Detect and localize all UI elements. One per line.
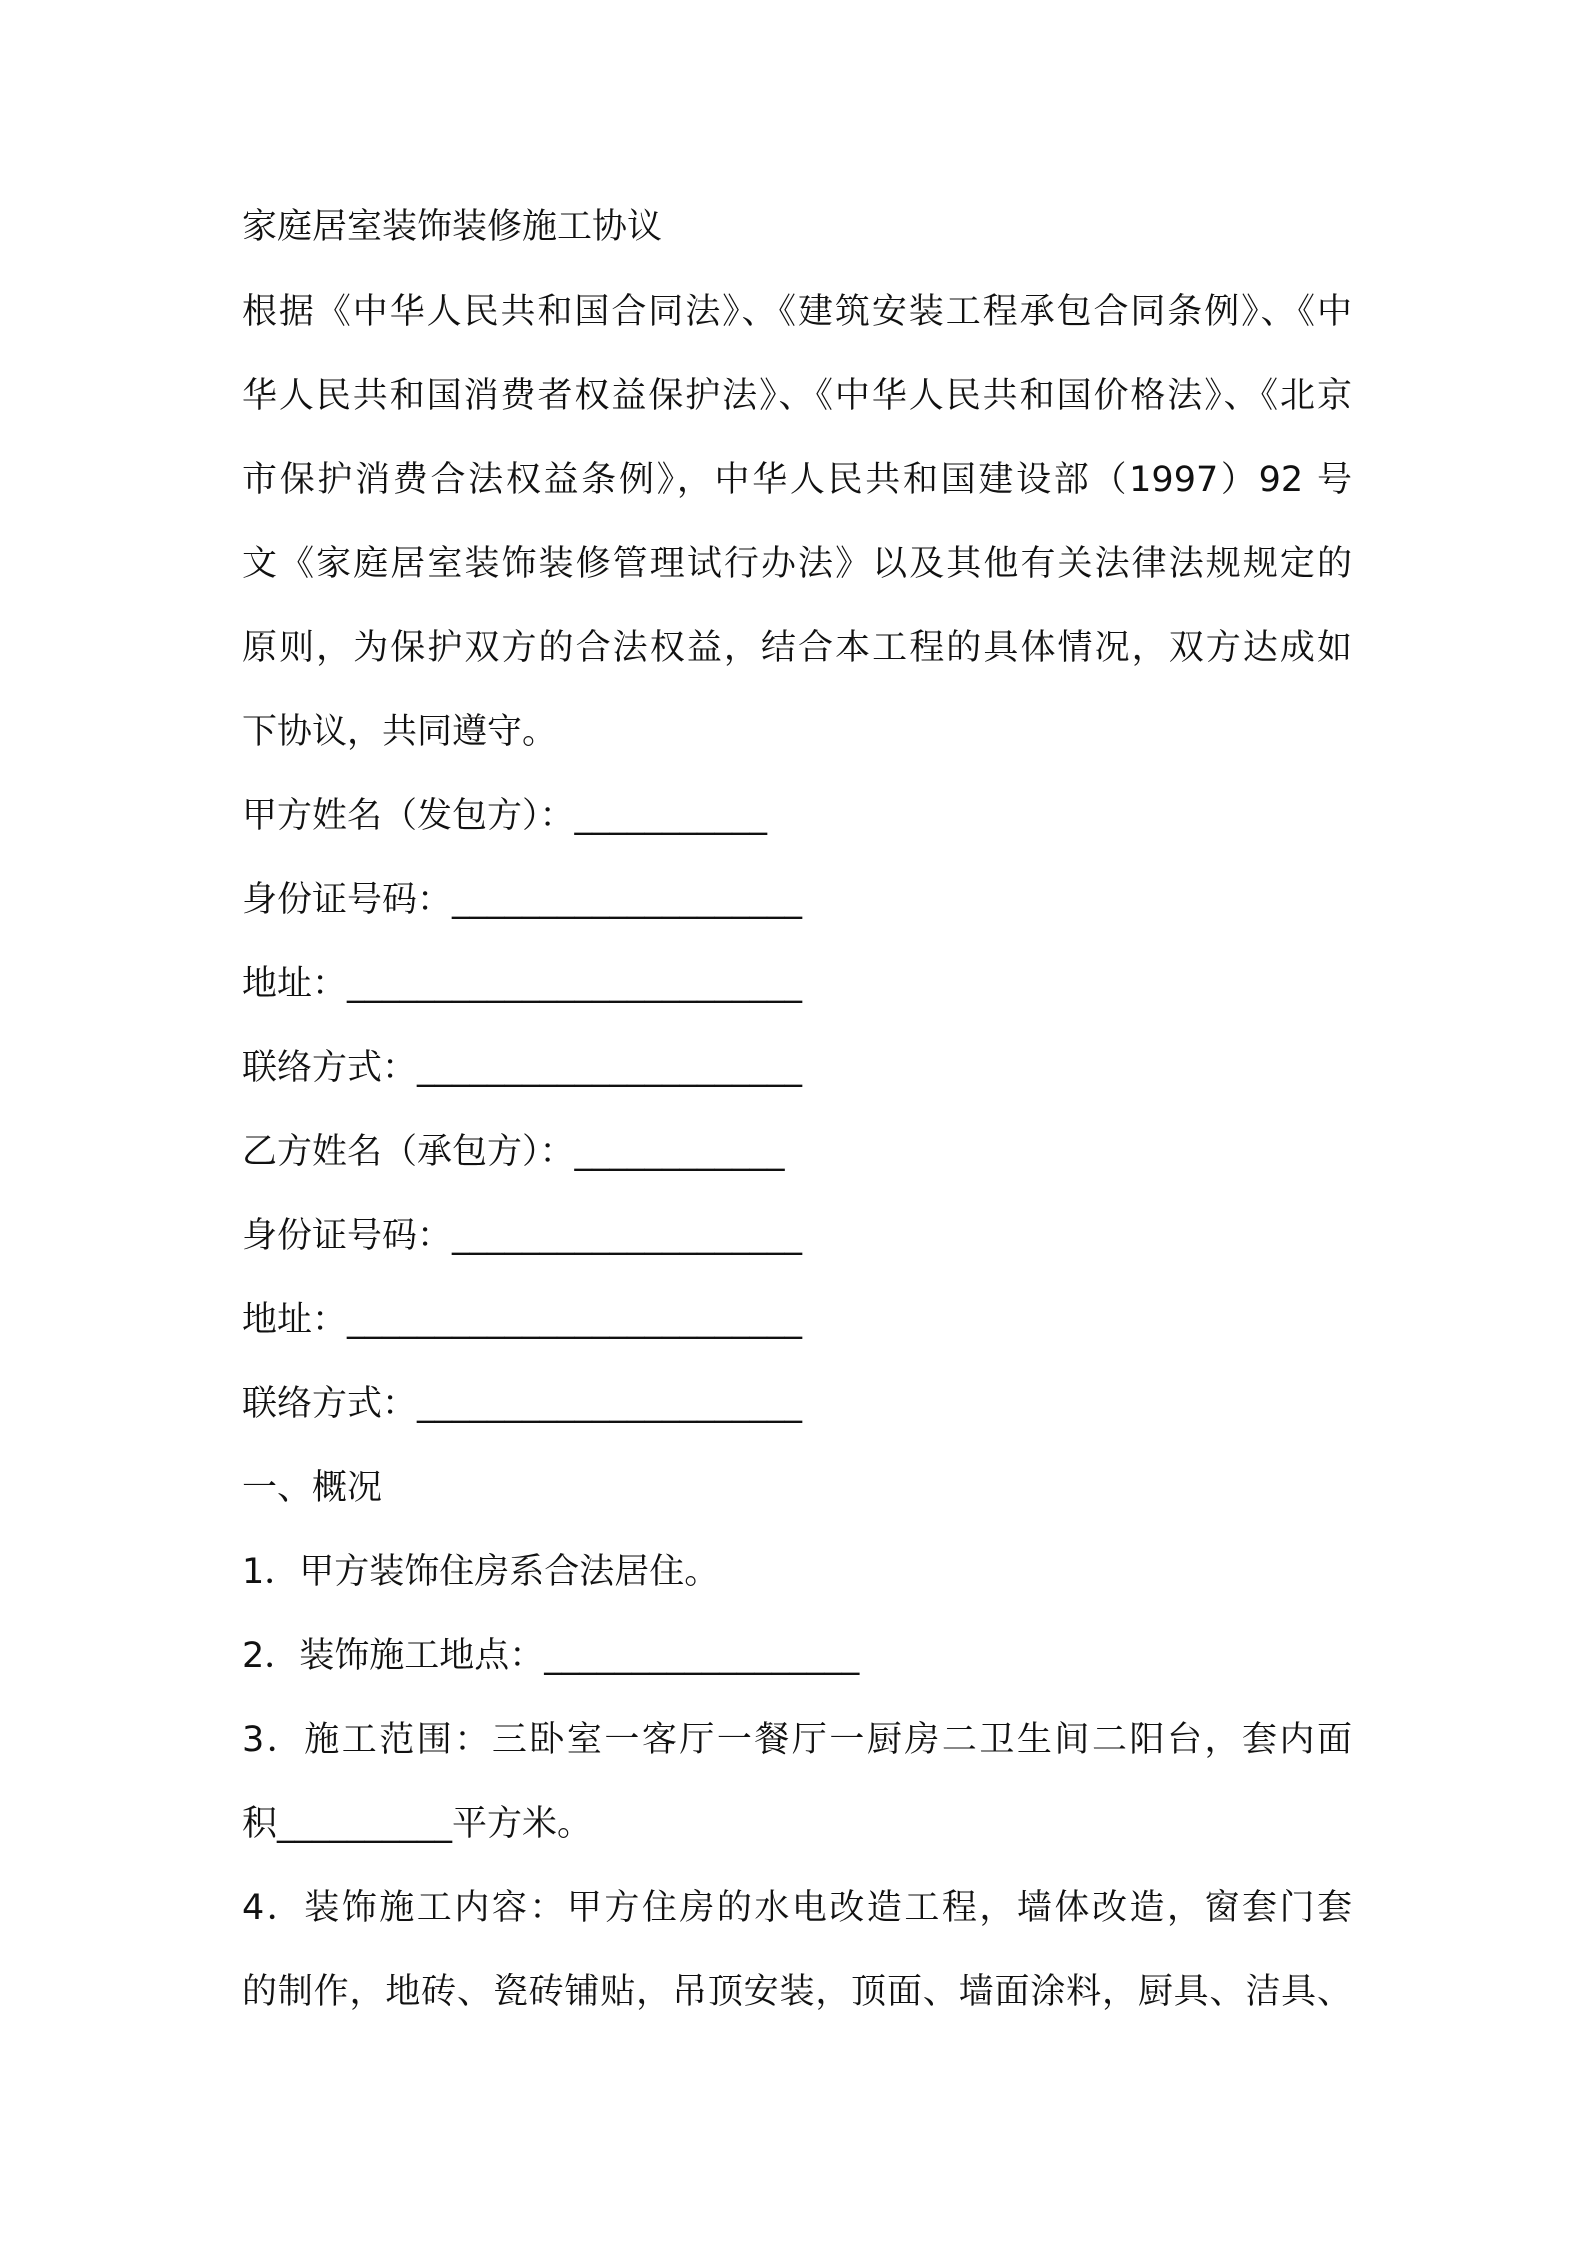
party-b-address-field: 地址：__________________________ xyxy=(242,1300,803,1340)
intro-line-4: 文《家庭居室装饰装修管理试行办法》以及其他有关法律法规规定的 xyxy=(242,544,1352,584)
section-item-2: 2．装饰施工地点：__________________ xyxy=(242,1636,860,1676)
party-a-name-field: 甲方姓名（发包方）：___________ xyxy=(242,796,768,836)
document-title: 家庭居室装饰装修施工协议 xyxy=(242,207,663,247)
party-b-name-field: 乙方姓名（承包方）：____________ xyxy=(242,1132,785,1172)
section-item-4-line-1: 4．装饰施工内容：甲方住房的水电改造工程，墙体改造，窗套门套 xyxy=(242,1888,1352,1928)
intro-line-6: 下协议，共同遵守。 xyxy=(242,712,558,752)
intro-line-2: 华人民共和国消费者权益保护法》、《中华人民共和国价格法》、《北京 xyxy=(242,376,1352,416)
party-b-id-field: 身份证号码：____________________ xyxy=(242,1216,803,1256)
section-item-3-line-1: 3．施工范围：三卧室一客厅一餐厅一厨房二卫生间二阳台，套内面 xyxy=(242,1720,1352,1760)
section-heading: 一、概况 xyxy=(242,1468,383,1508)
section-item-3-line-2: 积__________平方米。 xyxy=(242,1804,593,1844)
intro-line-3: 市保护消费合法权益条例》，中华人民共和国建设部（1997）92 号 xyxy=(242,460,1352,500)
party-a-address-field: 地址：__________________________ xyxy=(242,964,803,1004)
party-a-id-field: 身份证号码：____________________ xyxy=(242,880,803,920)
intro-line-5: 原则，为保护双方的合法权益，结合本工程的具体情况，双方达成如 xyxy=(242,628,1352,668)
intro-line-1: 根据《中华人民共和国合同法》、《建筑安装工程承包合同条例》、《中 xyxy=(242,292,1352,332)
party-b-contact-field: 联络方式：______________________ xyxy=(242,1384,803,1424)
party-a-contact-field: 联络方式：______________________ xyxy=(242,1048,803,1088)
section-item-4-line-2: 的制作，地砖、瓷砖铺贴，吊顶安装，顶面、墙面涂料，厨具、洁具、 xyxy=(242,1972,1352,2012)
section-item-1: 1．甲方装饰住房系合法居住。 xyxy=(242,1552,720,1592)
